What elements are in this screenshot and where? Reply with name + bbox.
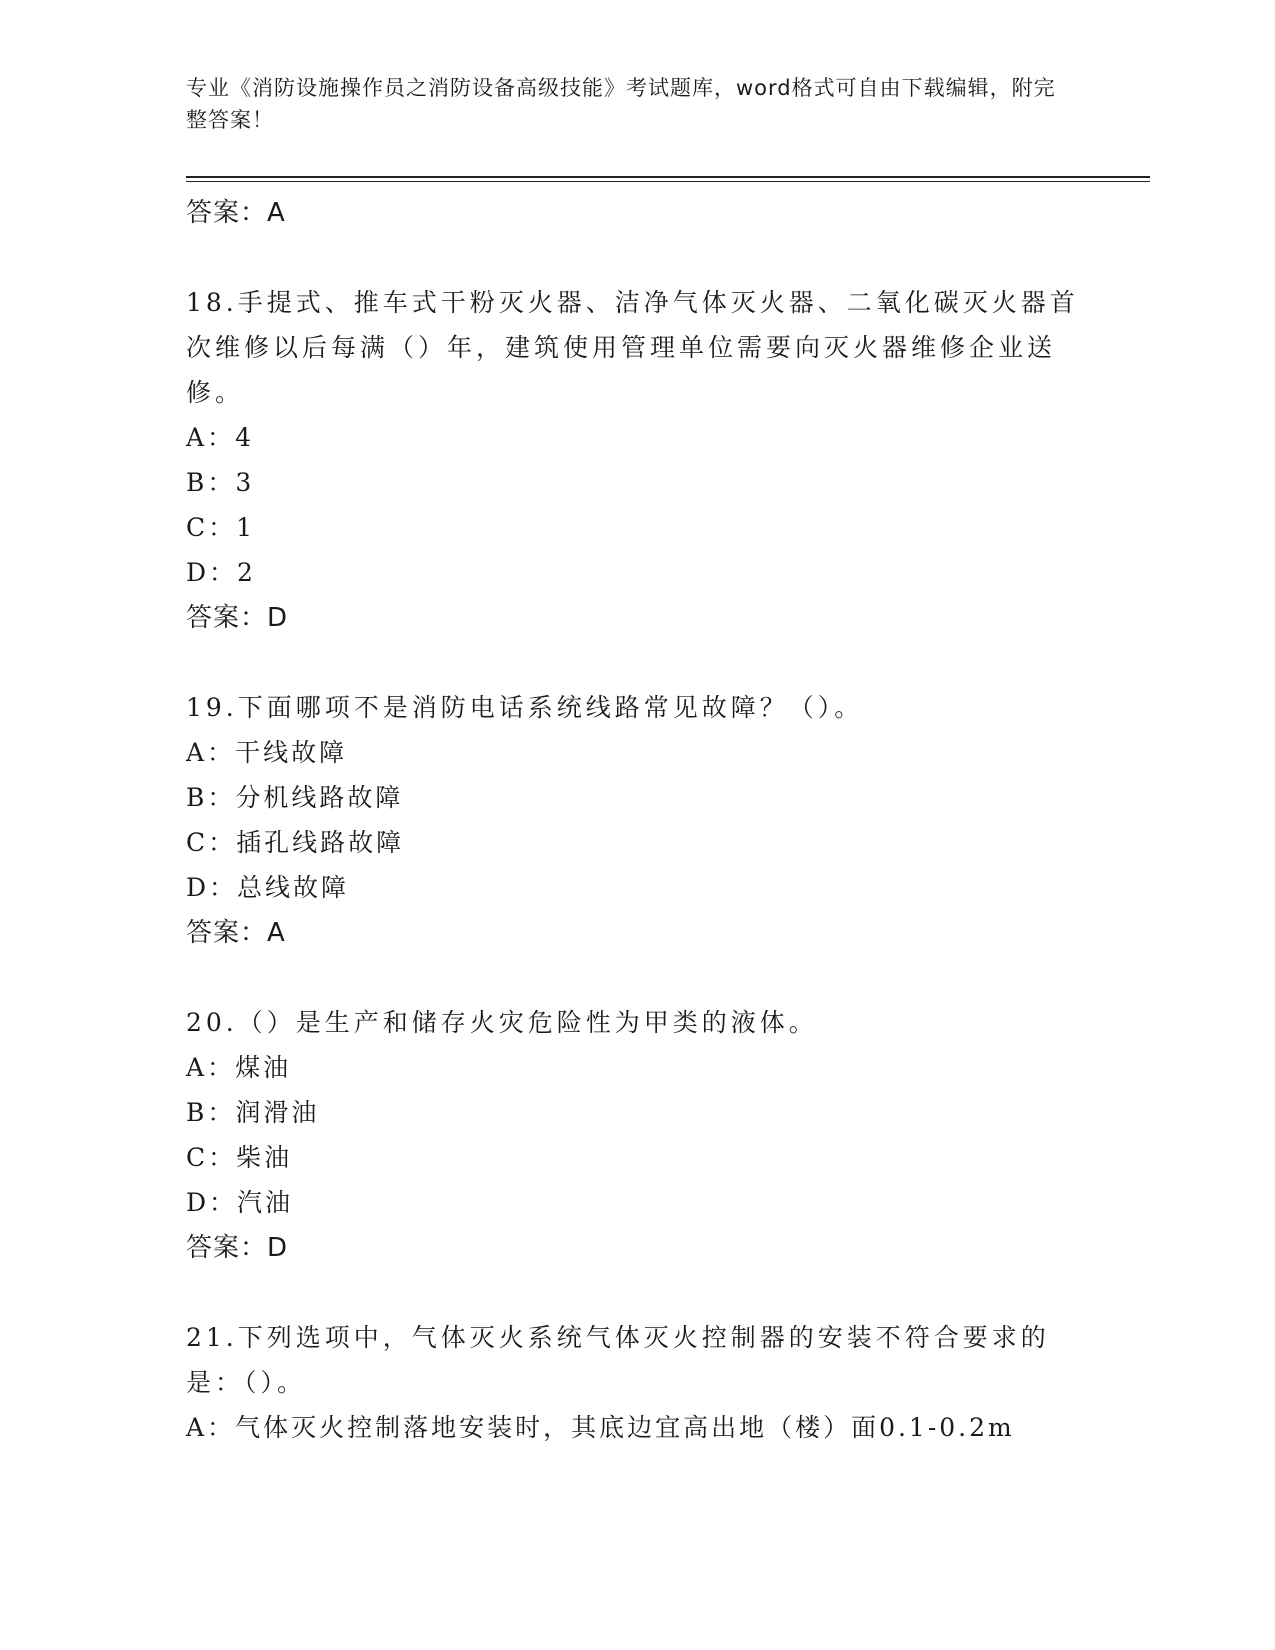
option-text: 3 [235,468,255,497]
option-c [186,820,1086,865]
option-key: C： [186,828,237,857]
option-key: C： [186,1143,237,1172]
option-text: 煤油 [235,1053,292,1082]
question-stem: 18.手提式、推车式干粉灭火器、洁净气体灭火器、二氧化碳灭火器首次维修以后每满（）年，建筑使用管理单位需要向灭火器维修企业送修。 [186,288,1079,407]
option-d [186,1180,1086,1225]
option-text: 4 [235,423,254,452]
option-c [186,505,1086,550]
answer-19: 答案：A [186,918,286,948]
option-d [186,550,1086,595]
option-key: C： [186,513,237,542]
option-a [186,415,1086,460]
option-key: D： [186,558,238,587]
option-a [186,1045,1086,1090]
option-c [186,1135,1086,1180]
answer-17: 答案：A [186,198,286,228]
page-header: 专业《消防设施操作员之消防设备高级技能》考试题库，word格式可自由下载编辑，附完整答案！ [186,76,1056,132]
option-text: 润滑油 [235,1098,320,1127]
option-a [186,730,1086,775]
option-b [186,460,1086,505]
option-key: B： [186,468,236,497]
option-a [186,1405,1086,1450]
option-text: 1 [236,513,256,542]
option-key: A： [186,738,236,767]
option-key: D： [186,873,238,902]
option-text: 总线故障 [237,873,350,902]
option-key: A： [186,1053,236,1082]
answer-20: 答案：D [186,1233,289,1263]
option-b [186,1090,1086,1135]
question-stem: 19.下面哪项不是消防电话系统线路常见故障？（）。 [186,693,864,722]
option-key: B： [186,783,236,812]
option-key: D： [186,1188,238,1217]
option-text: 干线故障 [235,738,348,767]
question-19 [186,685,1086,956]
header-rule [186,176,1150,178]
option-key: B： [186,1098,236,1127]
option-text: 插孔线路故障 [236,828,405,857]
question-21 [186,1315,1086,1450]
question-18 [186,280,1086,641]
option-key: A： [186,423,236,452]
question-20 [186,1000,1086,1271]
option-d [186,865,1086,910]
option-text: 气体灭火控制落地安装时，其底边宜高出地（楼）面0.1-0.2m [235,1413,1015,1442]
option-text: 2 [237,558,256,587]
option-key: A： [186,1413,236,1442]
header-rule-thin [186,181,1150,182]
option-b [186,775,1086,820]
option-text: 柴油 [236,1143,293,1172]
option-text: 汽油 [237,1188,294,1217]
option-text: 分机线路故障 [235,783,404,812]
answer-18: 答案：D [186,603,289,633]
question-list [186,190,1086,1450]
question-stem: 21.下列选项中，气体灭火系统气体灭火控制器的安装不符合要求的是：（）。 [186,1323,1050,1397]
question-stem: 20.（）是生产和储存火灾危险性为甲类的液体。 [186,1008,818,1037]
